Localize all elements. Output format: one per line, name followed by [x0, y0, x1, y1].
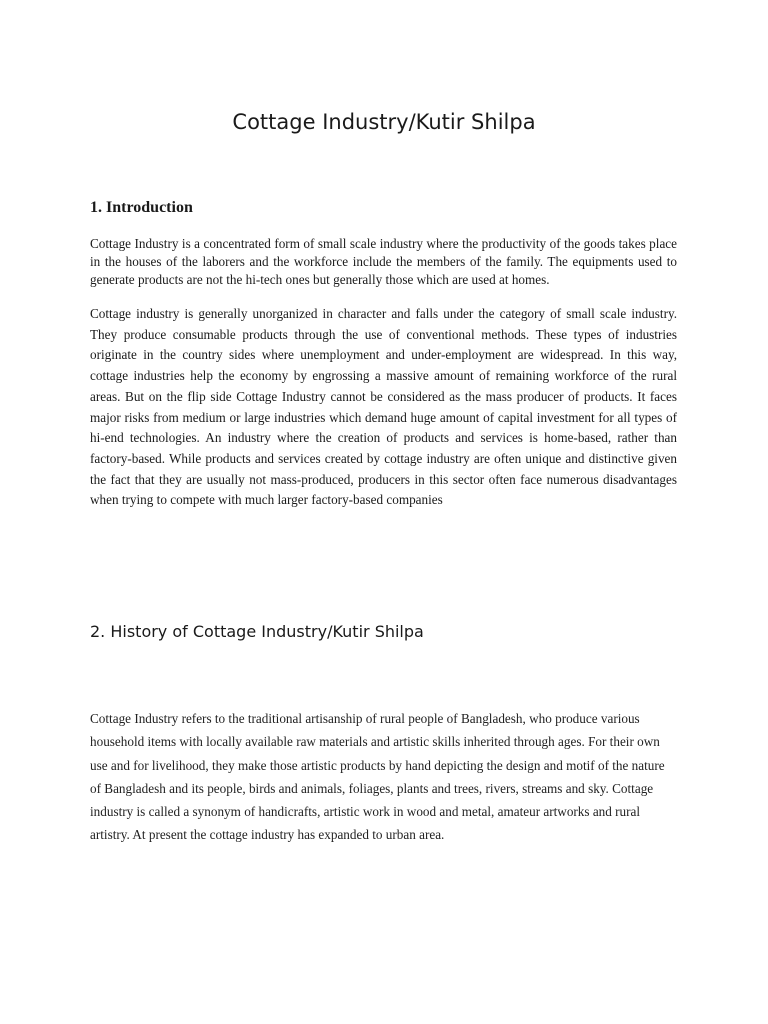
history-paragraph-1: Cottage Industry refers to the traditional artisanship of rural people of Bangladesh, who produce various household items with locally available raw materials and artistic skills inherited through ages. For their own use and for livelihood, they make those artistic products by hand depicting the design and motif of the nature of Bangladesh and its people, birds and animals, foliages, plants and trees, rivers, streams and sky. Cottage industry is called a synonym of handicrafts, artistic work in wood and metal, amateur artworks and rural artistry. At present the cottage industry has expanded to urban area.	[90, 711, 665, 843]
section-heading-history: 2. History of Cottage Industry/Kutir Shilpa	[90, 622, 424, 641]
introduction-paragraph-1: Cottage Industry is a concentrated form of small scale industry where the productivity of the goods takes place in the houses of the laborers and the workforce include the members of the family. The equipments used to generate products are not the hi-tech ones but generally those which are used at homes.	[90, 236, 677, 287]
introduction-paragraph-2: Cottage industry is generally unorganized in character and falls under the category of small scale industry. They produce consumable products through the use of conventional methods. These types of industries originate in the country sides where unemployment and under-employment are widespread. In this way, cottage industries help the economy by engrossing a massive amount of remaining workforce of the rural areas. But on the flip side Cottage Industry cannot be considered as the mass producer of products. It faces major risks from medium or large industries which demand huge amount of capital investment for all types of hi-end technologies. An industry where the creation of products and services is home-based, rather than factory-based. While products and services created by cottage industry are often unique and distinctive given the fact that they are usually not mass-produced, producers in this sector often face numerous disadvantages when trying to compete with much larger factory-based companies	[90, 306, 677, 508]
document-title: Cottage Industry/Kutir Shilpa	[232, 110, 536, 134]
section-heading-introduction: 1. Introduction	[90, 199, 193, 216]
